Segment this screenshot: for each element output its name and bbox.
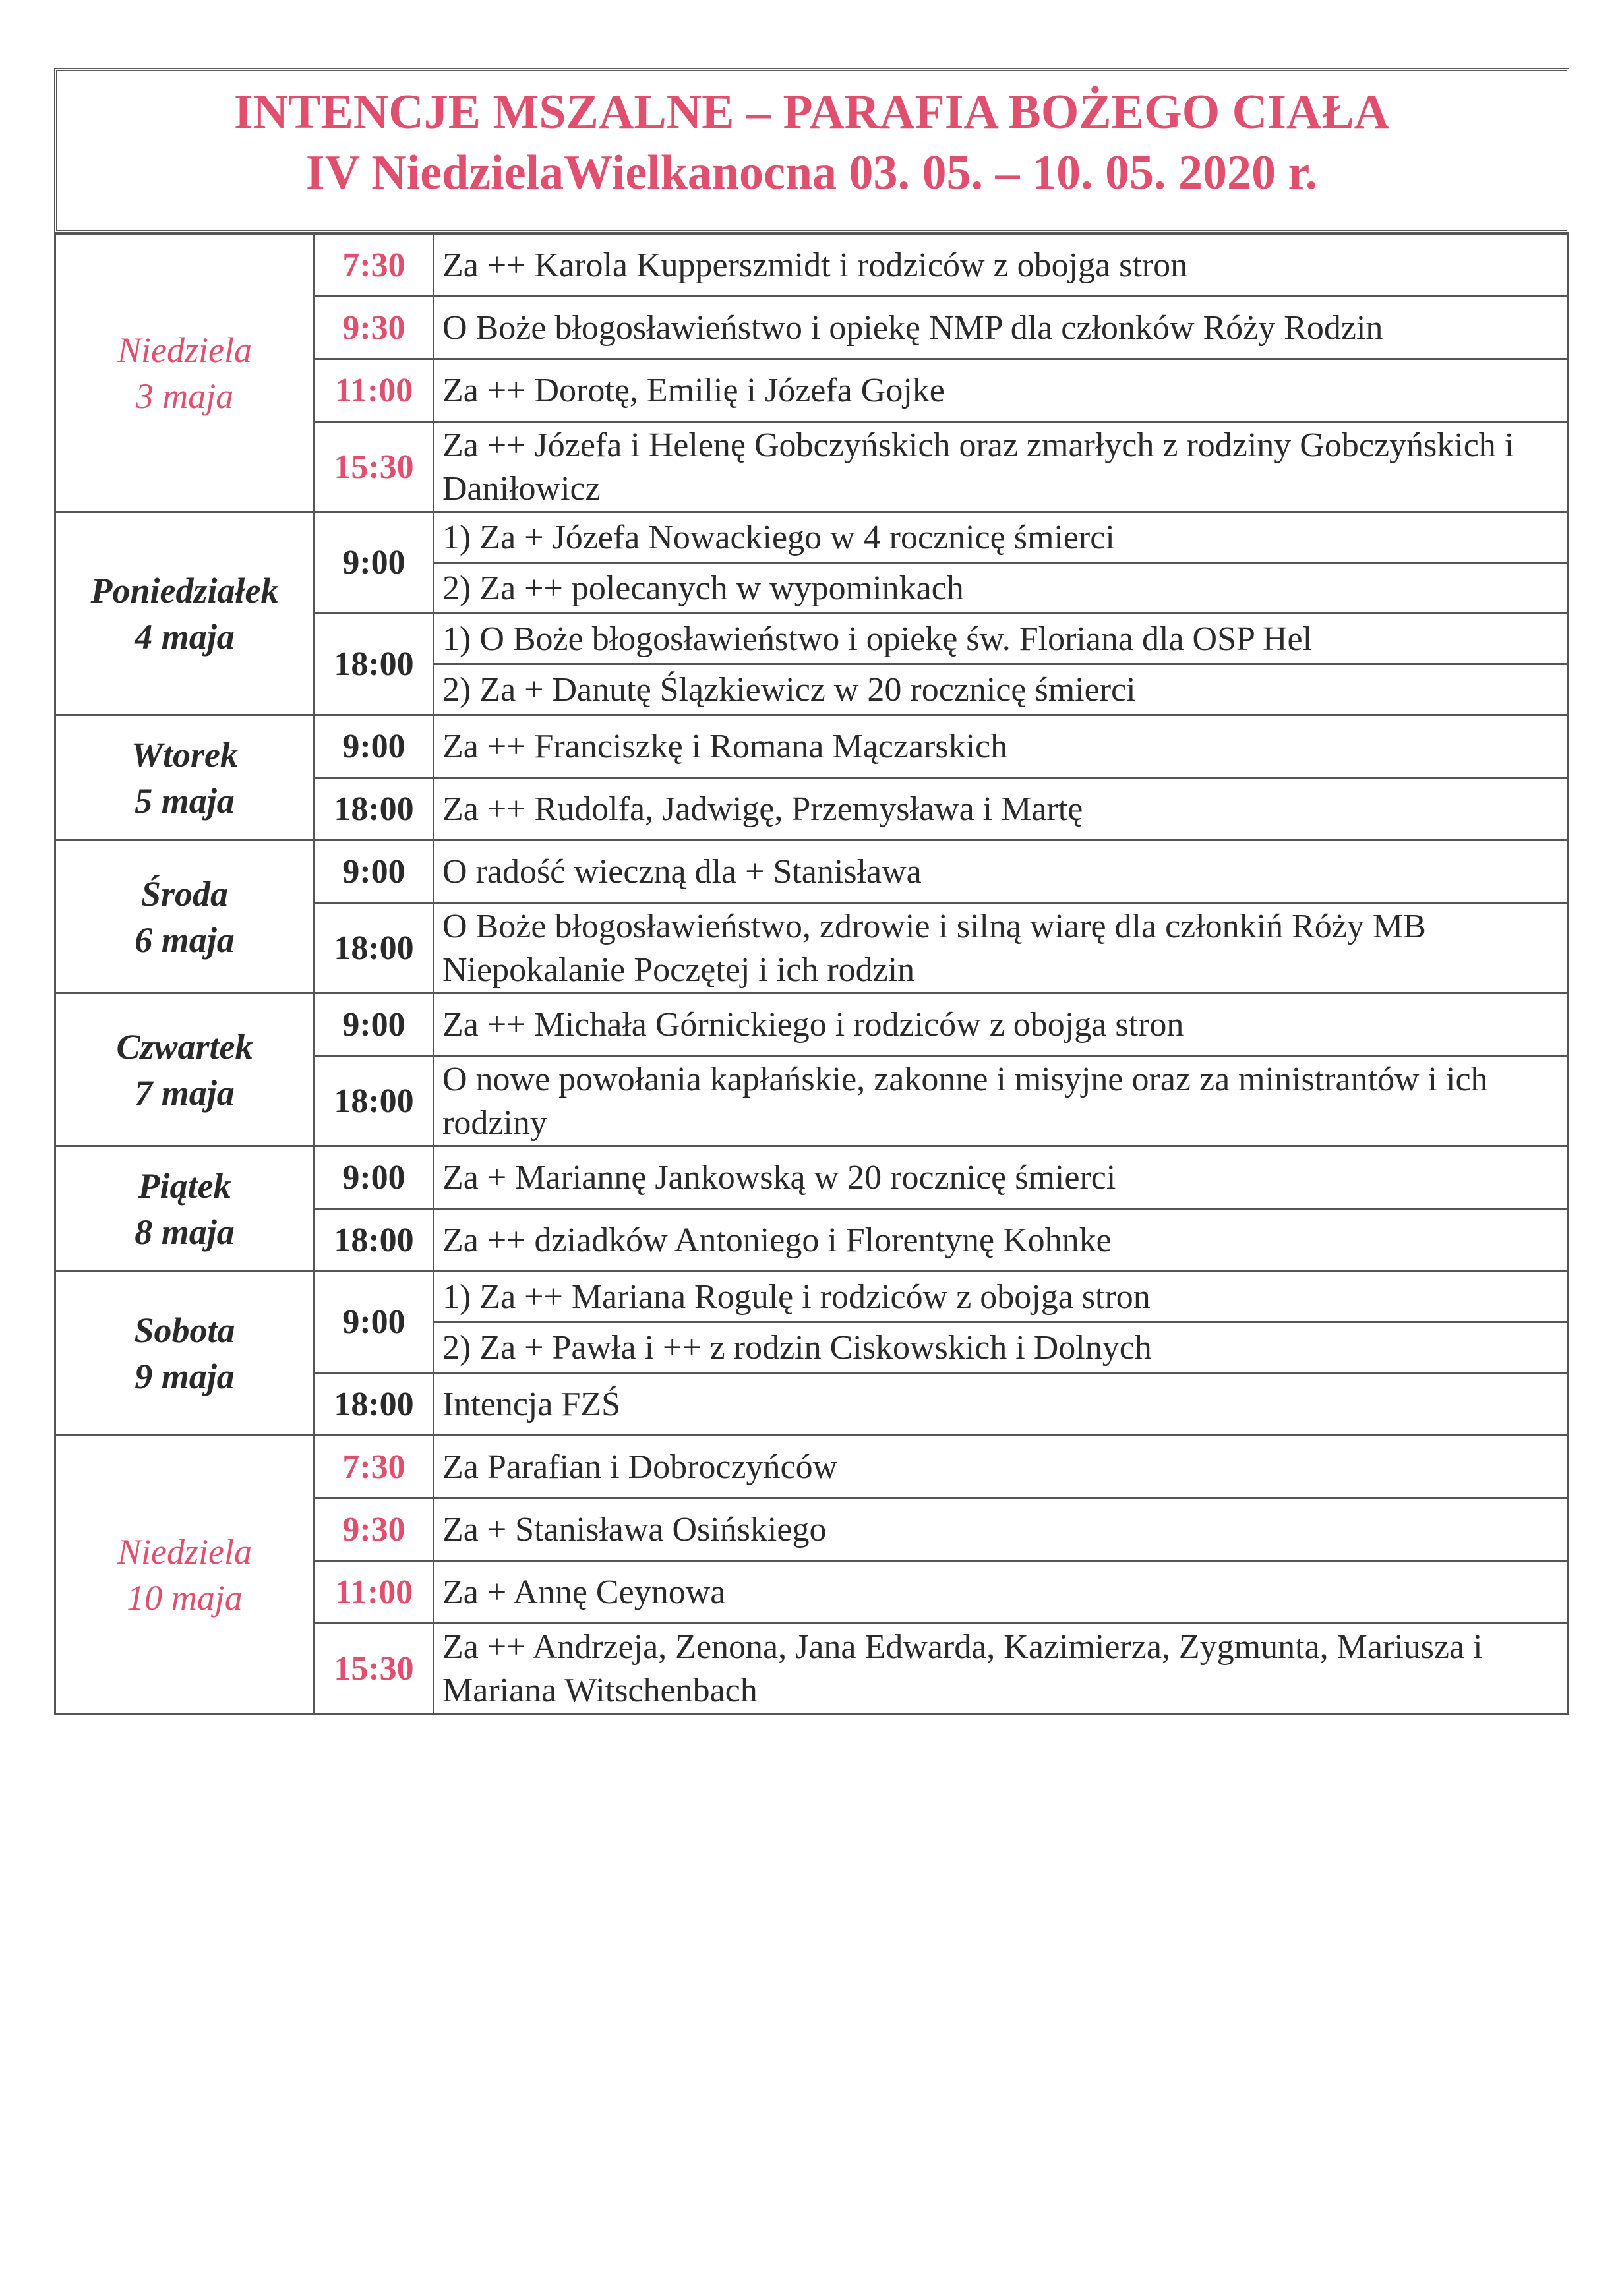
table-row — [55, 1436, 1569, 1498]
day-date: 7 maja — [135, 1073, 235, 1113]
day-cell — [55, 1146, 315, 1272]
mass-intention: 2) Za ++ polecanych w wypominkach — [434, 563, 1569, 614]
day-name: Poniedziałek — [90, 570, 279, 610]
mass-intention: 2) Za + Danutę Ślązkiewicz w 20 rocznicę śmierci — [434, 664, 1569, 715]
mass-time: 9:00 — [315, 1272, 434, 1373]
mass-time: 11:00 — [315, 1561, 434, 1624]
mass-time: 18:00 — [315, 778, 434, 840]
mass-time: 18:00 — [315, 614, 434, 715]
mass-time: 18:00 — [315, 1373, 434, 1436]
day-date: 8 maja — [135, 1212, 235, 1252]
day-name: Sobota — [134, 1310, 235, 1350]
day-cell — [55, 715, 315, 840]
day-cell — [55, 840, 315, 993]
mass-intention: 1) Za + Józefa Nowackiego w 4 rocznicę śmierci — [434, 512, 1569, 563]
mass-intention: Za ++ dziadków Antoniego i Florentynę Kohnke — [434, 1209, 1569, 1272]
page-title: INTENCJE MSZALNE – PARAFIA BOŻEGO CIAŁA — [233, 85, 1390, 139]
mass-intention: O Boże błogosławieństwo i opiekę NMP dla członków Róży Rodzin — [434, 297, 1569, 359]
mass-time: 7:30 — [315, 234, 434, 297]
day-cell — [55, 512, 315, 715]
day-cell — [55, 1272, 315, 1436]
mass-time: 9:30 — [315, 297, 434, 359]
day-cell — [55, 993, 315, 1146]
day-cell — [55, 234, 315, 512]
mass-time: 18:00 — [315, 903, 434, 993]
table-row — [55, 1146, 1569, 1209]
mass-intention: O radość wieczną dla + Stanisława — [434, 840, 1569, 903]
mass-intention: Za Parafian i Dobroczyńców — [434, 1436, 1569, 1498]
mass-time: 9:00 — [315, 1146, 434, 1209]
mass-intention: Za ++ Józefa i Helenę Gobczyńskich oraz zmarłych z rodziny Gobczyńskich i Daniłowicz — [434, 422, 1569, 512]
mass-time: 9:00 — [315, 715, 434, 778]
day-date: 10 maja — [127, 1577, 243, 1618]
mass-intention: Za + Stanisława Osińskiego — [434, 1498, 1569, 1561]
mass-intention: 2) Za + Pawła i ++ z rodzin Ciskowskich i Dolnych — [434, 1322, 1569, 1373]
mass-intention: Za + Annę Ceynowa — [434, 1561, 1569, 1624]
mass-time: 9:00 — [315, 993, 434, 1056]
mass-intention: Za + Mariannę Jankowską w 20 rocznicę śmierci — [434, 1146, 1569, 1209]
schedule-body — [55, 234, 1569, 1714]
mass-intention: Za ++ Michała Górnickiego i rodziców z obojga stron — [434, 993, 1569, 1056]
table-row — [55, 715, 1569, 778]
day-date: 4 maja — [135, 616, 235, 657]
day-name: Piątek — [138, 1165, 231, 1206]
day-name: Niedziela — [117, 330, 252, 370]
mass-time: 15:30 — [315, 1624, 434, 1714]
table-row — [55, 993, 1569, 1056]
table-row — [55, 1272, 1569, 1322]
header-box — [54, 68, 1569, 233]
mass-time: 11:00 — [315, 359, 434, 422]
day-name: Środa — [140, 873, 229, 914]
day-name: Czwartek — [116, 1026, 253, 1067]
day-date: 6 maja — [135, 920, 235, 960]
mass-intention: Za ++ Rudolfa, Jadwigę, Przemysława i Martę — [434, 778, 1569, 840]
mass-time: 7:30 — [315, 1436, 434, 1498]
day-name: Wtorek — [131, 734, 238, 775]
mass-time: 9:30 — [315, 1498, 434, 1561]
mass-time: 9:00 — [315, 512, 434, 614]
day-date: 9 maja — [135, 1357, 235, 1396]
mass-time: 15:30 — [315, 422, 434, 512]
mass-intention: Intencja FZŚ — [434, 1373, 1569, 1436]
mass-intention: Za ++ Dorotę, Emilię i Józefa Gojke — [434, 359, 1569, 422]
mass-intention: 1) Za ++ Mariana Rogulę i rodziców z obojga stron — [434, 1272, 1569, 1322]
mass-time: 18:00 — [315, 1209, 434, 1272]
mass-intention: 1) O Boże błogosławieństwo i opiekę św. Floriana dla OSP Hel — [434, 614, 1569, 664]
mass-intention: Za ++ Andrzeja, Zenona, Jana Edwarda, Kazimierza, Zygmunta, Mariusza i Mariana Witschenbach — [434, 1624, 1569, 1714]
mass-intention: O nowe powołania kapłańskie, zakonne i misyjne oraz za ministrantów i ich rodziny — [434, 1056, 1569, 1146]
day-cell — [55, 1436, 315, 1714]
table-row — [55, 234, 1569, 297]
schedule-table — [54, 233, 1569, 1715]
document — [54, 68, 1569, 1715]
day-date: 3 maja — [135, 376, 234, 416]
mass-intention: Za ++ Franciszkę i Romana Mączarskich — [434, 715, 1569, 778]
mass-intention: Za ++ Karola Kupperszmidt i rodziców z obojga stron — [434, 234, 1569, 297]
day-date: 5 maja — [135, 780, 235, 821]
page-subtitle: IV NiedzielaWielkanocna 03. 05. – 10. 05. 2020 r. — [305, 146, 1318, 200]
table-row — [55, 840, 1569, 903]
mass-time: 9:00 — [315, 840, 434, 903]
day-name: Niedziela — [117, 1531, 252, 1572]
table-row — [55, 512, 1569, 563]
mass-intention: O Boże błogosławieństwo, zdrowie i silną wiarę dla członkiń Róży MB Niepokalanie Poczętej i ich rodzin — [434, 903, 1569, 993]
mass-time: 18:00 — [315, 1056, 434, 1146]
